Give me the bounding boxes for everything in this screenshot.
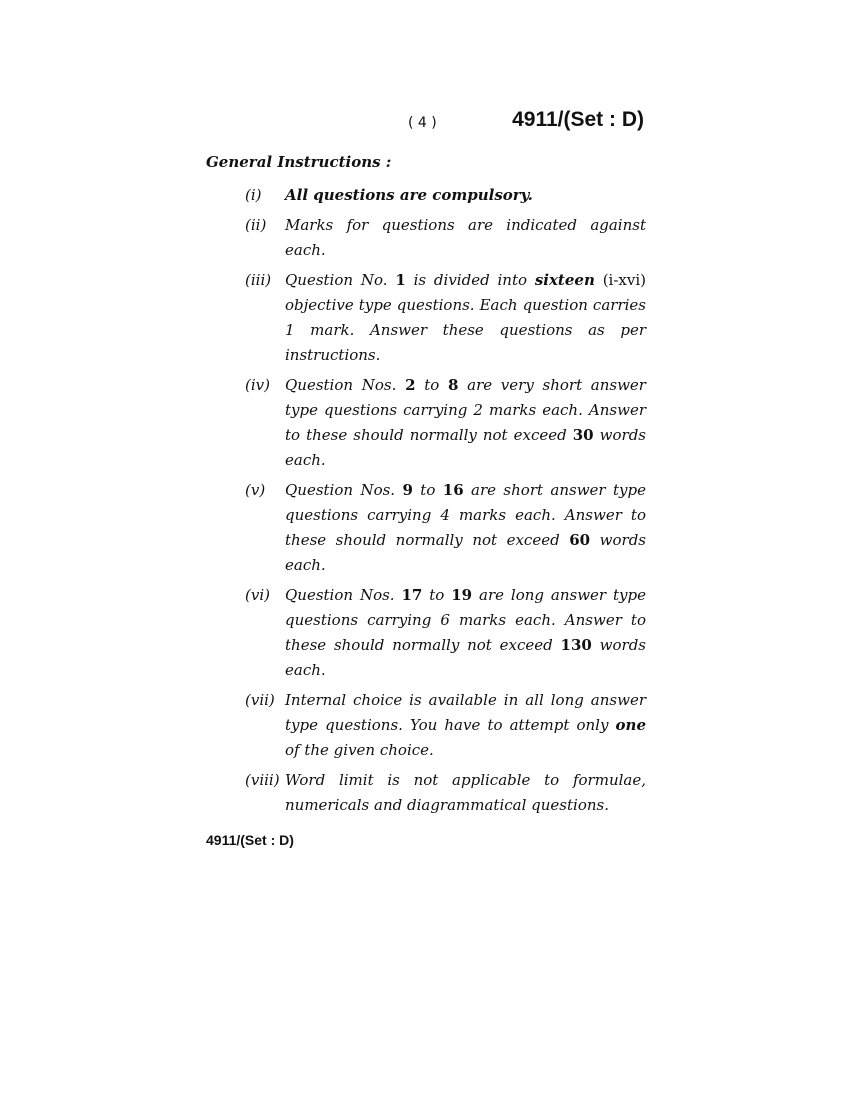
text-segment: to [415, 376, 448, 394]
bold-segment: 30 [572, 426, 594, 444]
bold-segment: one [615, 716, 646, 734]
instruction-text: All questions are compulsory. [285, 186, 533, 204]
instruction-text [285, 688, 646, 763]
instruction-item-ii [245, 213, 646, 263]
text-segment: of the given choice. [285, 741, 434, 759]
bold-segment: 130 [560, 636, 592, 654]
instruction-number: (vi) [245, 586, 270, 604]
instruction-number: (v) [245, 481, 266, 499]
instruction-number: (iii) [245, 271, 272, 289]
instruction-number: (ii) [245, 216, 267, 234]
instruction-item-vi [245, 583, 646, 683]
page-number: ( 4 ) [408, 115, 437, 131]
instruction-item-i [245, 183, 646, 208]
instruction-item-vii [245, 688, 646, 763]
text-segment: Question Nos. [285, 481, 403, 499]
instructions-heading: General Instructions : [206, 153, 392, 171]
instruction-number: (iv) [245, 376, 270, 394]
text-segment: words each. [285, 636, 647, 679]
instruction-text [285, 268, 646, 368]
bold-segment: sixteen [534, 271, 595, 289]
bold-segment: 60 [569, 531, 591, 549]
instruction-item-v [245, 478, 646, 578]
text-segment: to [422, 586, 452, 604]
bold-segment: 8 [447, 376, 459, 394]
bold-segment: 1 [395, 271, 406, 289]
paper-code-footer: 4911/(Set : D) [206, 832, 294, 848]
instruction-number: (viii) [245, 771, 280, 789]
text-segment: are very short answer type questions carrying 2 marks each. Answer to these should normally not exceed [285, 376, 646, 444]
instruction-number: (i) [245, 186, 262, 204]
text-segment: are short answer type questions carrying 4 marks each. Answer to these should normally not exceed [285, 481, 646, 549]
instruction-item-iv [245, 373, 646, 473]
text-segment: Question Nos. [285, 586, 402, 604]
text-segment: objective type questions. Each question carries 1 mark. Answer these questions as per instructions. [285, 296, 646, 364]
instruction-number: (vii) [245, 691, 275, 709]
instruction-text [285, 583, 646, 683]
bold-segment: 17 [401, 586, 423, 604]
bold-segment: 9 [402, 481, 413, 499]
instruction-text [285, 478, 646, 578]
instruction-list [245, 183, 646, 823]
bold-segment: 16 [442, 481, 464, 499]
page-header [0, 108, 850, 138]
text-segment [595, 271, 603, 289]
paper-code-header: 4911/(Set : D) [512, 108, 644, 131]
text-segment: Question No. [285, 271, 396, 289]
text-segment: words each. [285, 531, 646, 574]
text-segment: to [412, 481, 443, 499]
text-segment: are long answer type questions carrying 6 marks each. Answer to these should normally not exceed [285, 586, 646, 654]
instruction-text: Marks for questions are indicated against each. [285, 216, 646, 259]
instruction-item-iii [245, 268, 646, 368]
instruction-item-viii [245, 768, 646, 818]
text-segment: Question Nos. [285, 376, 406, 394]
text-segment: Internal choice is available in all long answer type questions. You have to attempt only [285, 691, 646, 734]
bold-segment: 19 [451, 586, 473, 604]
instruction-text [285, 373, 646, 473]
roman-segment: (i-xvi) [602, 271, 646, 289]
text-segment: words each. [285, 426, 646, 469]
bold-segment: 2 [405, 376, 416, 394]
instruction-text: Word limit is not applicable to formulae, numericals and diagrammatical questions. [285, 771, 646, 814]
text-segment: is divided into [405, 271, 535, 289]
